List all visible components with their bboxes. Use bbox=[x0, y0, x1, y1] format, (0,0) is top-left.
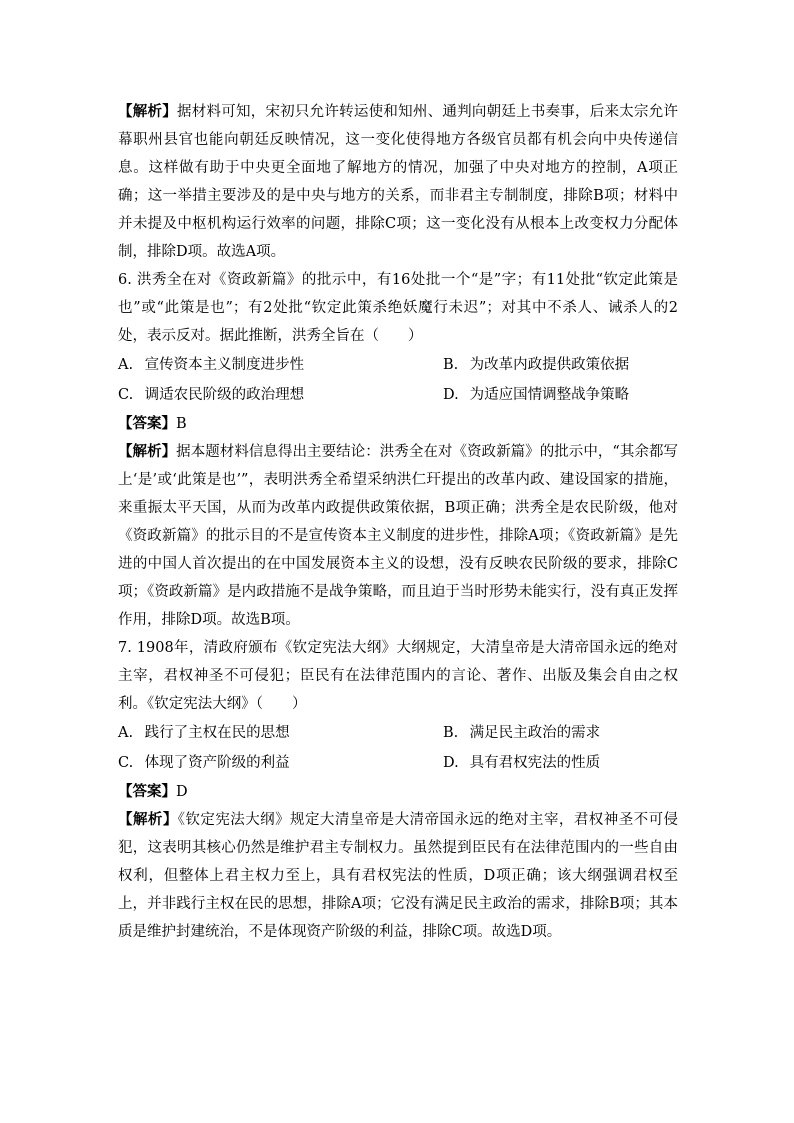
q7-option-d bbox=[443, 748, 678, 778]
option-text: 践行了主权在民的思想 bbox=[144, 725, 290, 741]
analysis-text: 《钦定宪法大纲》规定大清皇帝是大清帝国永远的绝对主宰，君权神圣不可侵犯，这表明其核心仍然是维护君主专制权力。虽然提到臣民有在法律范围内的一些自由权利，但整体上君主权力至上，具有君权宪法的性质，D项正确；该大纲强调君权至上，并非践行主权在民的思想，排除A项；它没有满足民主政治的需求，排除B项；其本质是维护封建统治，不是体现资产阶级的利益，排除C项。故选D项。 bbox=[118, 812, 679, 940]
option-label: C. bbox=[118, 755, 134, 771]
q6-option-a bbox=[118, 350, 443, 380]
analysis-tag: 【解析】 bbox=[118, 104, 177, 120]
option-label: B. bbox=[443, 357, 459, 373]
option-label: D. bbox=[443, 387, 459, 403]
q7-option-c bbox=[118, 748, 443, 778]
q6-option-c bbox=[118, 380, 443, 410]
option-label: A. bbox=[118, 357, 134, 373]
analysis-tag: 【解析】 bbox=[118, 444, 177, 460]
answer-value: D bbox=[176, 784, 188, 800]
analysis-tag: 【解析】 bbox=[118, 812, 178, 828]
answer-tag: 【答案】 bbox=[118, 784, 176, 800]
analysis-text: 据材料可知，宋初只允许转运使和知州、通判向朝廷上书奏事，后来太宗允许幕职州县官也能向朝廷反映情况，这一变化使得地方各级官员都有机会向中央传递信息。这样做有助于中央更全面地了解地方的情况，加强了中央对地方的控制，A项正确；这一举措主要涉及的是中央与地方的关系，而非君主专制制度，排除B项；材料中并未提及中枢机构运行效率的问题，排除C项；这一变化没有从根本上改变权力分配体制，排除D项。故选A项。 bbox=[118, 104, 679, 260]
q7-options-row-1 bbox=[118, 718, 678, 748]
option-label: C. bbox=[118, 387, 134, 403]
option-label: A. bbox=[118, 725, 134, 741]
option-text: 为改革内政提供政策依据 bbox=[469, 357, 630, 373]
q6-option-b bbox=[443, 350, 678, 380]
q7-option-b bbox=[443, 718, 678, 748]
option-text: 调适农民阶级的政治理想 bbox=[144, 387, 305, 403]
option-text: 宣传资本主义制度进步性 bbox=[144, 357, 305, 373]
option-text: 具有君权宪法的性质 bbox=[469, 755, 601, 771]
q6-option-d bbox=[443, 380, 678, 410]
q5-analysis bbox=[118, 98, 678, 266]
q7-answer bbox=[118, 778, 678, 806]
q7-option-a bbox=[118, 718, 443, 748]
q6-answer bbox=[118, 410, 678, 438]
answer-tag: 【答案】 bbox=[118, 416, 176, 432]
q6-analysis bbox=[118, 438, 678, 634]
analysis-text: 据本题材料信息得出主要结论：洪秀全在对《资政新篇》的批示中，“其余都写上‘是’或‘此策是也’”，表明洪秀全希望采纳洪仁玕提出的改革内政、建设国家的措施，来重振太平天国，从而为改革内政提供政策依据，B项正确；洪秀全是农民阶级，他对《资政新篇》的批示目的不是宣传资本主义制度的进步性，排除A项；《资政新篇》是先进的中国人首次提出的在中国发展资本主义的设想，没有反映农民阶级的要求，排除C项；《资政新篇》是内政措施不是战争策略，而且迫于当时形势未能实行，没有真正发挥作用，排除D项。故选B项。 bbox=[118, 444, 678, 628]
q6-options-row-1 bbox=[118, 350, 678, 380]
q6-stem: 6. 洪秀全在对《资政新篇》的批示中，有16处批一个“是”字；有11处批“钦定此策是也”或“此策是也”；有2处批“钦定此策杀绝妖魔行未迟”；对其中不杀人、诫杀人的2处，表示反对。据此推断，洪秀全旨在（ ） bbox=[118, 272, 678, 344]
option-text: 体现了资产阶级的利益 bbox=[144, 755, 290, 771]
q7-stem: 7. 1908年，清政府颁布《钦定宪法大纲》大纲规定，大清皇帝是大清帝国永远的绝对主宰，君权神圣不可侵犯；臣民有在法律范围内的言论、著作、出版及集会自由之权利。《钦定宪法大纲》（ ） bbox=[118, 640, 678, 712]
answer-value: B bbox=[176, 416, 187, 432]
q7-options-row-2 bbox=[118, 748, 678, 778]
option-label: B. bbox=[443, 725, 459, 741]
option-text: 为适应国情调整战争策略 bbox=[469, 387, 630, 403]
page-content bbox=[118, 98, 678, 946]
q7-analysis bbox=[118, 806, 678, 946]
q6-options-row-2 bbox=[118, 380, 678, 410]
option-label: D. bbox=[443, 755, 459, 771]
option-text: 满足民主政治的需求 bbox=[469, 725, 601, 741]
